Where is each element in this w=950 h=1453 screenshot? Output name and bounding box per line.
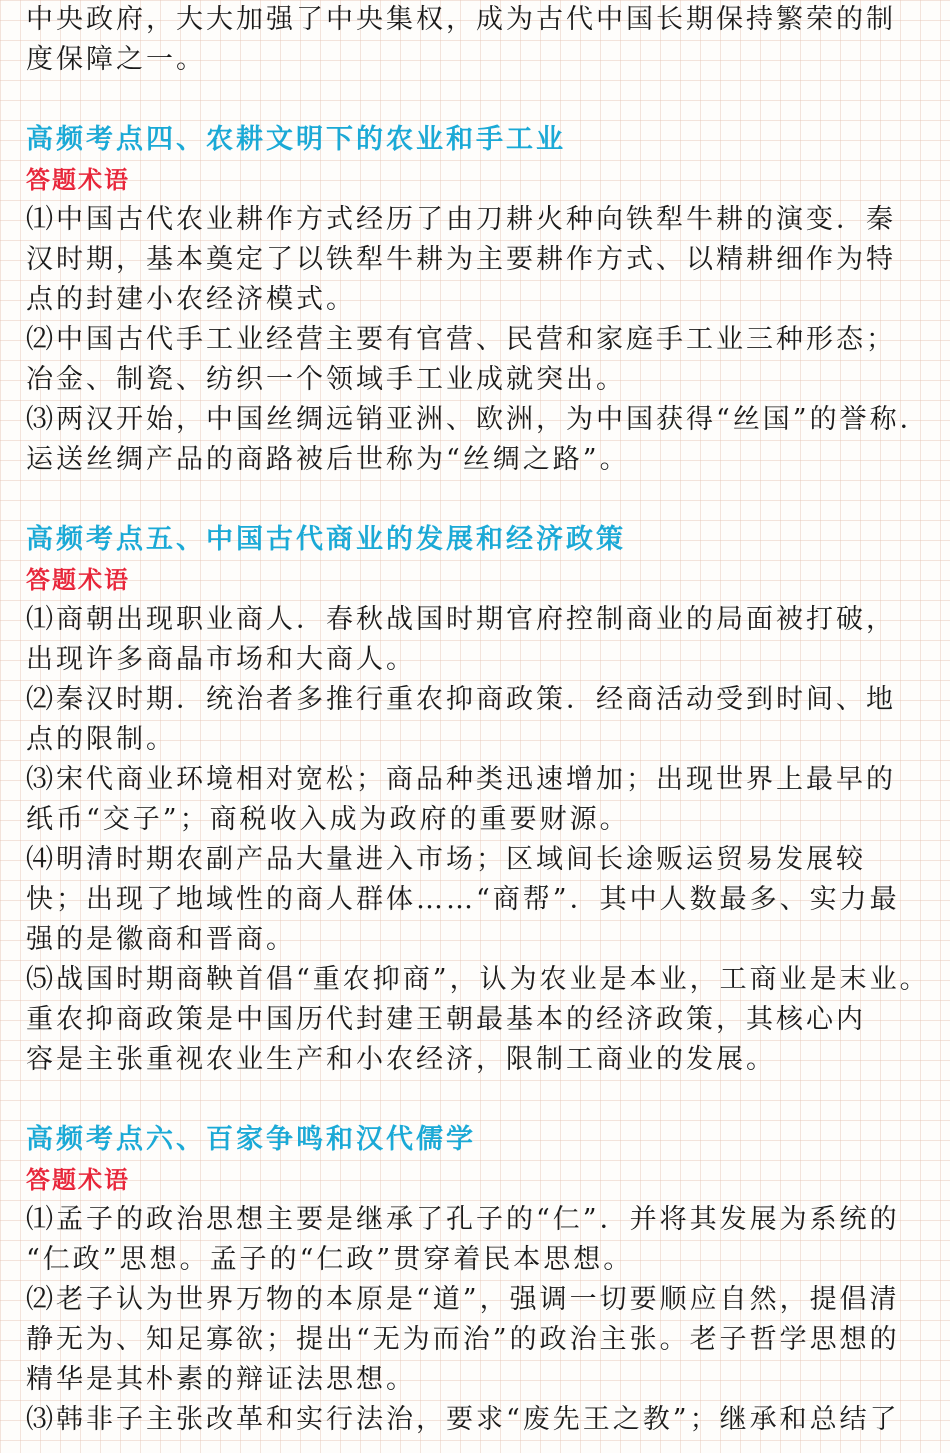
- text-line: ⑸战国时期商鞅首倡“重农抑商”，认为农业是本业，工商业是末业。: [26, 964, 930, 995]
- answer-terms-label: 答题术语: [26, 1165, 130, 1194]
- section-six: [26, 1120, 931, 1440]
- text-line: “仁政”思想。孟子的“仁政”贯穿着民本思想。: [26, 1244, 634, 1275]
- section-heading: 高频考点六、百家争鸣和汉代儒学: [26, 1124, 476, 1155]
- answer-terms-label: 答题术语: [26, 565, 130, 594]
- spacer: [26, 80, 931, 120]
- section-heading: 高频考点四、农耕文明下的农业和手工业: [26, 124, 566, 155]
- section-five: [26, 520, 931, 1080]
- text-line: 中央政府，大大加强了中央集权，成为古代中国长期保持繁荣的制: [26, 4, 896, 35]
- text-line: 快；出现了地域性的商人群体……“商帮”．其中人数最多、实力最: [26, 884, 900, 915]
- text-line: 容是主张重视农业生产和小农经济，限制工商业的发展。: [26, 1044, 776, 1075]
- text-line: 冶金、制瓷、纺织一个领域手工业成就突出。: [26, 364, 626, 395]
- text-line: 点的限制。: [26, 724, 176, 755]
- answer-terms-label: 答题术语: [26, 165, 130, 194]
- text-line: ⑴孟子的政治思想主要是继承了孔子的“仁”．并将其发展为系统的: [26, 1204, 900, 1235]
- text-line: ⑵秦汉时期．统治者多推行重农抑商政策．经商活动受到时间、地: [26, 684, 896, 715]
- text-line: 运送丝绸产品的商路被后世称为“丝绸之路”。: [26, 444, 630, 475]
- text-line: ⑴中国古代农业耕作方式经历了由刀耕火种向铁犁牛耕的演变．秦: [26, 204, 896, 235]
- text-line: ⑵老子认为世界万物的本原是“道”，强调一切要顺应自然，提倡清: [26, 1284, 900, 1315]
- spacer: [26, 1080, 931, 1120]
- text-line: 度保障之一。: [26, 44, 206, 75]
- text-line: 精华是其朴素的辩证法思想。: [26, 1364, 416, 1395]
- text-line: ⑶宋代商业环境相对宽松；商品种类迅速增加；出现世界上最早的: [26, 764, 896, 795]
- text-line: 出现许多商晶市场和大商人。: [26, 644, 416, 675]
- section-four: [26, 120, 931, 480]
- text-line: ⑷明清时期农副产品大量进入市场；区域间长途贩运贸易发展较: [26, 844, 866, 875]
- text-line: 重农抑商政策是中国历代封建王朝最基本的经济政策，其核心内: [26, 1004, 866, 1035]
- text-line: 纸币“交子”；商税收入成为政府的重要财源。: [26, 804, 630, 835]
- intro-paragraph: [26, 0, 931, 80]
- text-line: 静无为、知足寡欲；提出“无为而治”的政治主张。老子哲学思想的: [26, 1324, 900, 1355]
- text-line: 点的封建小农经济模式。: [26, 284, 356, 315]
- text-line: ⑶两汉开始，中国丝绸远销亚洲、欧洲，为中国获得“丝国”的誉称．: [26, 404, 930, 435]
- section-heading: 高频考点五、中国古代商业的发展和经济政策: [26, 524, 626, 555]
- text-line: ⑶韩非子主张改革和实行法治，要求“废先王之教”；继承和总结了: [26, 1404, 900, 1435]
- text-line: ⑴商朝出现职业商人．春秋战国时期官府控制商业的局面被打破，: [26, 604, 896, 635]
- text-line: 汉时期，基本奠定了以铁犁牛耕为主要耕作方式、以精耕细作为特: [26, 244, 896, 275]
- text-line: 强的是徽商和晋商。: [26, 924, 296, 955]
- document-page: [26, 0, 931, 1440]
- spacer: [26, 480, 931, 520]
- text-line: ⑵中国古代手工业经营主要有官营、民营和家庭手工业三种形态；: [26, 324, 896, 355]
